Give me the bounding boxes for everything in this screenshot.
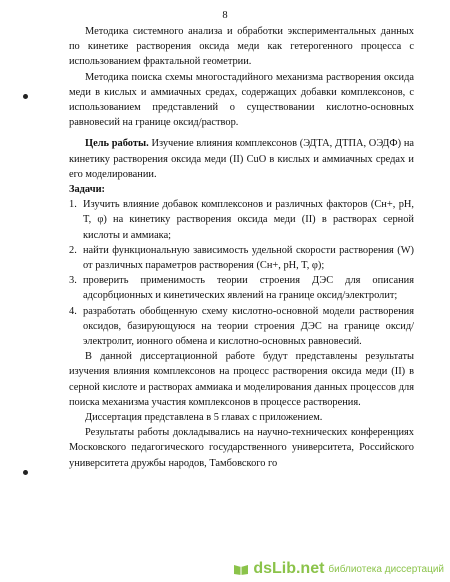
tasks-list — [69, 197, 414, 349]
task-item — [69, 273, 414, 303]
goal-text: Изучение влияния комплексонов (ЭДТА, ДТПА, ОЭДФ) на кинетику растворения оксида меди (II) CuO в кислых и аммиачных средах и его моделировании. — [69, 138, 414, 180]
tasks-heading: Задачи: — [69, 184, 106, 196]
task-text: найти функциональную зависимость удельной скорости растворения (W) от различных параметров растворения (Cн+, pH, T, φ); — [83, 244, 414, 272]
goal-paragraph — [69, 136, 414, 182]
task-text: разработать обобщенную схему кислотно-основной модели растворения оксидов, базирующуюся на теории строения ДЭС на границе оксид/электролит, ионного обмена и кислотно-основных равновесий. — [83, 305, 414, 348]
watermark-caption: библиотека диссертаций — [328, 563, 444, 575]
book-icon — [233, 563, 249, 575]
goal-label: Цель работы. — [85, 138, 149, 150]
watermark-logo-text: dsLib.net — [253, 560, 325, 577]
page-number: 8 — [222, 10, 228, 21]
task-item — [69, 304, 414, 350]
paragraph-conferences: Результаты работы докладывались на научно-технических конференциях Московского педагогического государственного университета, Российского университета дружбы народов, Тамбовского го — [69, 427, 414, 469]
paragraph-method-2: Методика поиска схемы многостадийного механизма растворения оксида меди в кислых и аммиачных средах, содержащих добавки комплексонов, с использованием представлений о существовании кислотно-основных равновесий на границе оксид/раствор. — [69, 71, 414, 129]
paragraph-results: В данной диссертационной работе будут представлены результаты изучения влияния комплексонов на процесс растворения оксида меди (II) в серной кислоте и растворах аммиака и моделирования данных процессов для поиска механизма участия комплексонов в процессе растворения. — [69, 351, 414, 408]
task-text: проверить применимость теории строения ДЭС для описания адсорбционных и кинетических явлений на границе оксид/электролит; — [83, 275, 414, 302]
task-item — [69, 197, 414, 243]
paragraph-method-1: Методика системного анализа и обработки экспериментальных данных по кинетике растворения оксида меди как гетерогенного процесса с использованием фрактальной геометрии. — [69, 26, 414, 68]
task-number: 3. — [69, 275, 77, 287]
task-text: Изучить влияние добавок комплексонов и различных факторов (Cн+, pH, T, φ) на кинетику растворения оксида меди (II) в растворах серной кислоты и аммиака; — [83, 199, 414, 241]
watermark — [233, 560, 444, 578]
paragraph-chapters: Диссертация представлена в 5 главах с приложением. — [85, 412, 323, 424]
task-number: 4. — [69, 305, 77, 317]
task-number: 2. — [69, 244, 77, 256]
margin-bullet-mark — [23, 94, 28, 99]
task-item — [69, 243, 414, 273]
body-text — [69, 24, 414, 471]
task-number: 1. — [69, 199, 77, 211]
margin-bullet-mark — [23, 470, 28, 475]
watermark-logo — [233, 560, 324, 578]
